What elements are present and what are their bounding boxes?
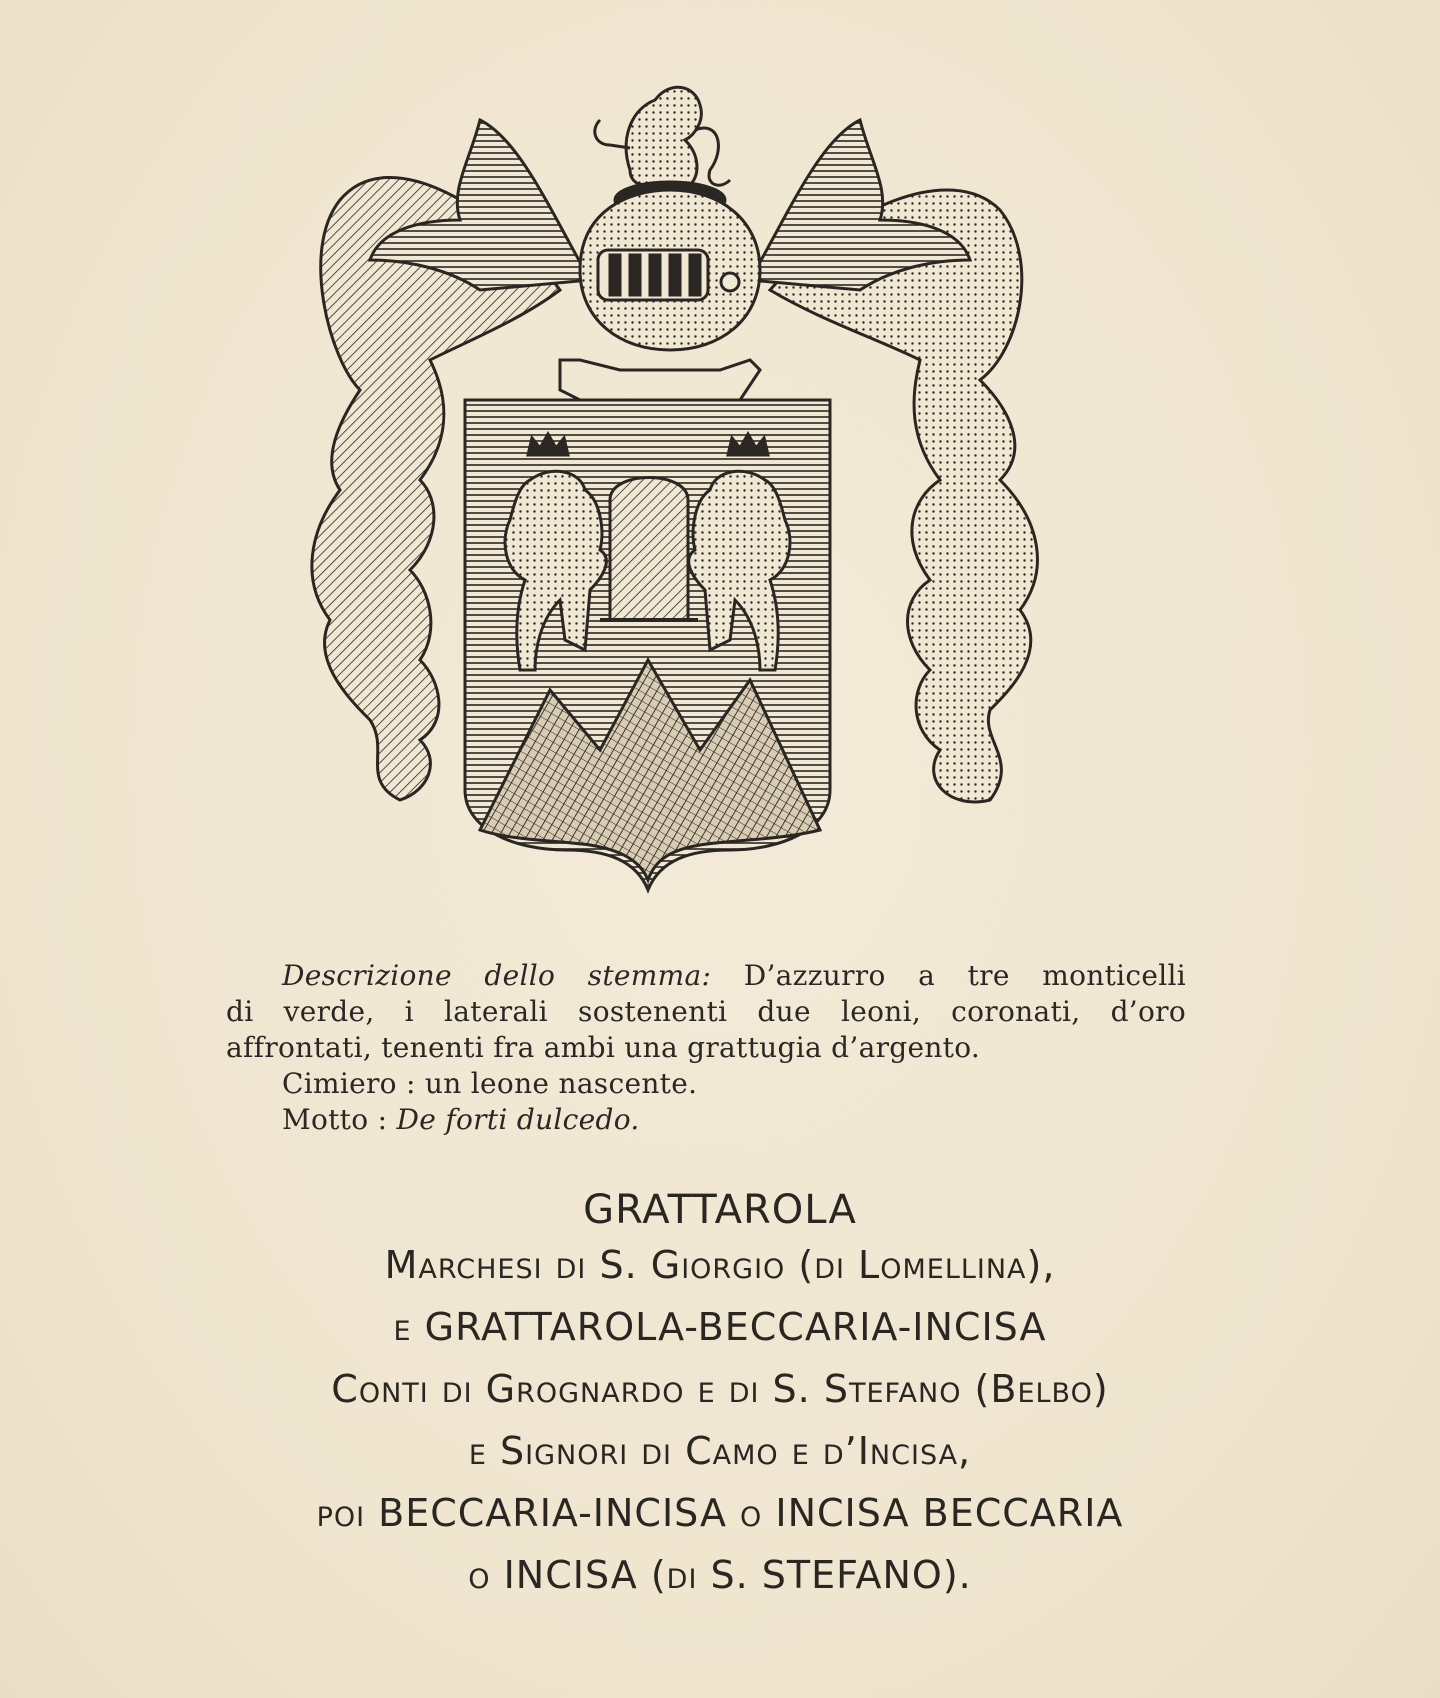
heading-line-3: Conti di Grognardo e di S. Stefano (Belbo)	[331, 1367, 1109, 1411]
heading-line-5: poi BECCARIA-INCISA o INCISA BECCARIA	[316, 1491, 1124, 1535]
family-headings	[0, 1186, 1440, 1606]
description-line-2: di verde, i laterali sostenenti due leoni, coronati, d’oro	[226, 995, 1186, 1028]
heading-line-6: o INCISA (di S. STEFANO).	[468, 1553, 972, 1597]
motto-line	[226, 1102, 1186, 1138]
heading-line-2: e GRATTAROLA-BECCARIA-INCISA	[393, 1305, 1047, 1349]
shield	[465, 400, 830, 890]
description-label: Descrizione dello stemma:	[282, 959, 712, 992]
helmet	[560, 190, 760, 430]
motto-text: De forti dulcedo.	[396, 1103, 640, 1136]
heading-line-4: e Signori di Camo e d’Incisa,	[468, 1429, 972, 1473]
description-line-1	[226, 958, 1186, 994]
description-line-3: affrontati, tenenti fra ambi una grattugia d’argento.	[226, 1031, 981, 1064]
family-title: GRATTAROLA	[583, 1187, 857, 1233]
motto-label: Motto :	[282, 1103, 388, 1136]
coat-of-arms-description	[226, 958, 1186, 1138]
coat-of-arms-illustration	[300, 60, 1120, 920]
heading-line-1: Marchesi di S. Giorgio (di Lomellina),	[384, 1243, 1056, 1287]
description-line-1-text: D’azzurro a tre monticelli	[743, 959, 1187, 992]
cimiero-line: Cimiero : un leone nascente.	[282, 1067, 698, 1100]
